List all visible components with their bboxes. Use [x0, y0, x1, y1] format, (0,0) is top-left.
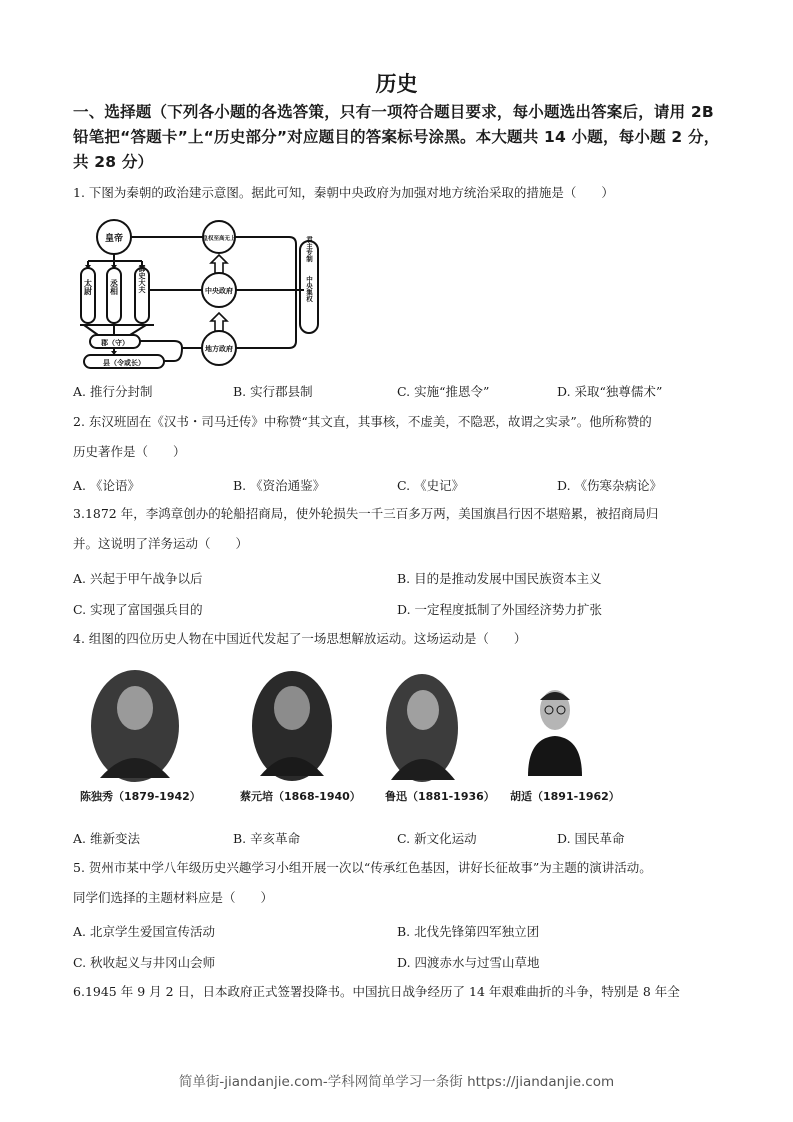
q4-option-b[interactable]: B. 辛亥革命	[233, 831, 301, 846]
q2-option-c[interactable]: C. 《史记》	[397, 478, 465, 493]
node-xian: 县（令或长）	[103, 359, 145, 367]
q1-option-c[interactable]: C. 实施“推恩令”	[397, 384, 490, 399]
q3-option-c[interactable]: C. 实现了富国强兵目的	[73, 602, 203, 617]
portrait-cai-yuanpei	[250, 668, 335, 787]
page-title: 历史	[375, 72, 418, 96]
node-chengxiang: 丞相	[109, 279, 119, 295]
side-label-2: 中央集权	[305, 276, 313, 302]
caption-hu-shi: 胡适（1891-1962）	[510, 790, 620, 803]
qin-political-diagram	[74, 213, 324, 373]
q1-option-b[interactable]: B. 实行郡县制	[233, 384, 313, 399]
q2-option-d[interactable]: D. 《伤寒杂病论》	[557, 478, 663, 493]
question-4-stem: 4. 组图的四位历史人物在中国近代发起了一场思想解放运动。这场运动是（ ）	[73, 631, 527, 646]
q3-option-d[interactable]: D. 一定程度抵制了外国经济势力扩张	[397, 602, 603, 617]
q4-option-d[interactable]: D. 国民革命	[557, 831, 625, 846]
q5-option-a[interactable]: A. 北京学生爱国宣传活动	[73, 924, 216, 939]
question-6-stem: 6.1945 年 9 月 2 日，日本政府正式签署投降书。中国抗日战争经历了 14 年艰难曲折的斗争，特别是 8 年全	[73, 984, 680, 999]
node-emperor: 皇帝	[104, 234, 124, 244]
q2-option-a[interactable]: A. 《论语》	[73, 478, 141, 493]
node-central: 中央政府	[205, 287, 233, 295]
question-text: 下图为秦朝的政治建示意图。据此可知，秦朝中央政府为加强对地方统治采取的措施是（ ）	[88, 185, 614, 200]
caption-lu-xun: 鲁迅（1881-1936）	[385, 790, 495, 803]
q5-option-c[interactable]: C. 秋收起义与井冈山会师	[73, 955, 216, 970]
node-local: 地方政府	[205, 345, 233, 353]
q4-option-a[interactable]: A. 维新变法	[73, 831, 141, 846]
portrait-hu-shi	[520, 678, 590, 782]
portrait-chen-duxiu	[88, 668, 183, 790]
q5-option-d[interactable]: D. 四渡赤水与过雪山草地	[397, 955, 540, 970]
node-taiwei: 太尉	[83, 279, 93, 295]
caption-chen-duxiu: 陈独秀（1879-1942）	[80, 790, 201, 803]
portrait-lu-xun	[385, 672, 460, 788]
diagram-graphic	[74, 213, 324, 373]
section-heading: 一、选择题（下列各小题的各选答策，只有一项符合题目要求，每小题选出答案后，请用 2B 铅笔把“答题卡”上“历史部分”对应题目的答案标号涂黑。本大题共 14 小题，每小题 2 分，共 28 分）	[73, 103, 720, 171]
node-jun: 郡（守）	[101, 339, 129, 347]
caption-cai-yuanpei: 蔡元培（1868-1940）	[240, 790, 361, 803]
question-3-stem: 3.1872 年，李鸿章创办的轮船招商局，使外轮损失一千三百多万两，美国旗昌行因不堪赔累，被招商局归 并。这说明了洋务运动（ ）	[73, 506, 659, 551]
q4-option-c[interactable]: C. 新文化运动	[397, 831, 477, 846]
node-yushi: 御史大夫	[138, 265, 146, 293]
q2-option-b[interactable]: B. 《资治通鉴》	[233, 478, 326, 493]
question-5-stem: 5. 贺州市某中学八年级历史兴趣学习小组开展一次以“传承红色基因，讲好长征故事”为主题的演讲活动。 同学们选择的主题材料应是（ ）	[73, 860, 652, 905]
q5-option-b[interactable]: B. 北伐先锋第四军独立团	[397, 924, 540, 939]
side-label-1: 君主专制	[305, 236, 313, 262]
q3-option-b[interactable]: B. 目的是推动发展中国民族资本主义	[397, 571, 602, 586]
q1-option-d[interactable]: D. 采取“独尊儒术”	[557, 384, 663, 399]
footer-watermark: 简单街-jiandanjie.com-学科网简单学习一条街 https://jiandanjie.com	[178, 1074, 615, 1090]
q1-option-a[interactable]: A. 推行分封制	[73, 384, 153, 399]
q3-option-a[interactable]: A. 兴起于甲午战争以后	[73, 571, 203, 586]
question-2-stem: 2. 东汉班固在《汉书・司马迁传》中称赞“其文直，其事核，不虚美，不隐恶，故谓之实录”。他所称赞的 历史著作是（ ）	[73, 414, 652, 459]
question-number: 1.	[73, 185, 85, 200]
historical-figures-photos	[80, 660, 640, 810]
node-top: 皇权至高无上	[202, 236, 236, 242]
question-1-stem	[73, 178, 733, 208]
